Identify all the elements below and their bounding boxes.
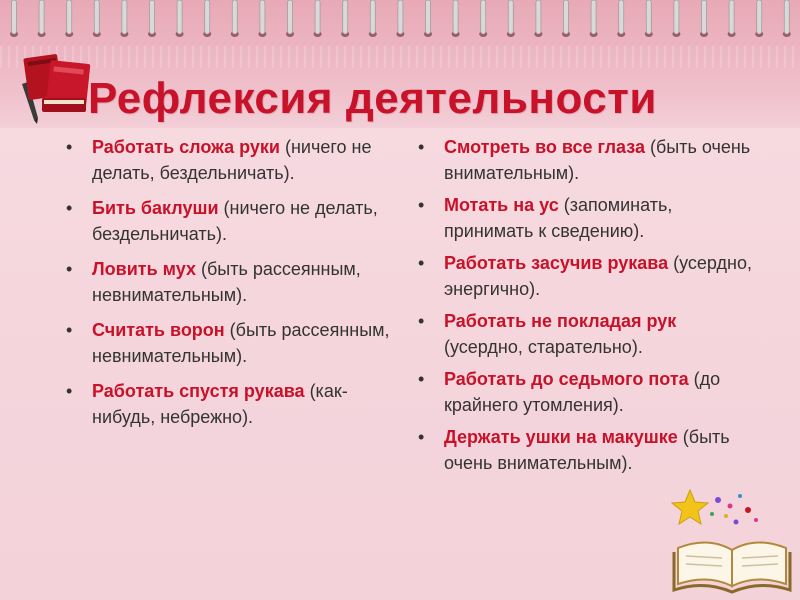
- bullet-icon: •: [66, 259, 73, 279]
- phrase-item: [414, 134, 754, 186]
- bullet-icon: •: [418, 195, 425, 215]
- idiom-phrase: Работать не покладая рук: [444, 311, 677, 331]
- binding-ring: [65, 0, 73, 37]
- binding-ring: [231, 0, 239, 37]
- binding-ring: [369, 0, 377, 37]
- bullet-icon: •: [418, 253, 425, 273]
- bullet-icon: •: [66, 381, 73, 401]
- idiom-meaning: (быть очень внимательным).: [444, 427, 730, 473]
- sparkles: [710, 494, 758, 525]
- binding-ring: [452, 0, 460, 37]
- binding-ring: [10, 0, 18, 37]
- idiom-meaning: (усердно, энергично).: [444, 253, 752, 299]
- idiom-meaning: (как-нибудь, небрежно).: [92, 381, 348, 427]
- idiom-phrase: Бить баклуши: [92, 198, 219, 218]
- idiom-meaning: (запоминать, принимать к сведению).: [444, 195, 673, 241]
- page-title: Рефлексия деятельности: [88, 74, 657, 123]
- phrase-item: [62, 256, 402, 308]
- binding-ring: [534, 0, 542, 37]
- idiom-phrase: Мотать на ус: [444, 195, 559, 215]
- idiom-meaning: (до крайнего утомления).: [444, 369, 721, 415]
- binding-ring: [645, 0, 653, 37]
- binding-ring: [783, 0, 791, 37]
- binding-ring: [258, 0, 266, 37]
- binding-ring: [203, 0, 211, 37]
- binding-ring: [341, 0, 349, 37]
- binding-ring: [120, 0, 128, 37]
- left-phrase-list: [62, 134, 402, 439]
- phrase-item: [414, 250, 754, 302]
- idiom-phrase: Держать ушки на макушке: [444, 427, 678, 447]
- bullet-icon: •: [66, 198, 73, 218]
- binding-ring: [148, 0, 156, 37]
- binding-ring: [672, 0, 680, 37]
- binding-ring: [562, 0, 570, 37]
- phrase-item: [414, 366, 754, 418]
- binding-ring: [755, 0, 763, 37]
- binding-ring: [314, 0, 322, 37]
- binding-ring: [700, 0, 708, 37]
- phrase-item: [414, 192, 754, 244]
- idiom-phrase: Работать спустя рукава: [92, 381, 305, 401]
- idiom-phrase: Работать засучив рукава: [444, 253, 669, 273]
- binding-ring: [479, 0, 487, 37]
- bullet-icon: •: [418, 311, 425, 331]
- open-book-icon: [668, 486, 798, 596]
- binding-ring: [590, 0, 598, 37]
- bullet-icon: •: [66, 137, 73, 157]
- idiom-meaning: (быть рассеянным, невнимательным).: [92, 259, 361, 305]
- idiom-phrase: Работать до седьмого пота: [444, 369, 689, 389]
- idiom-meaning: (ничего не делать, бездельничать).: [92, 198, 378, 244]
- idiom-phrase: Работать сложа руки: [92, 137, 280, 157]
- phrase-item: [414, 424, 754, 476]
- phrase-item: [414, 308, 754, 360]
- right-phrase-list: [414, 134, 754, 482]
- binding-ring: [396, 0, 404, 37]
- binding-ring: [286, 0, 294, 37]
- binding-ring: [38, 0, 46, 37]
- phrase-item: [62, 317, 402, 369]
- phrase-item: [62, 195, 402, 247]
- bullet-icon: •: [418, 137, 425, 157]
- binding-ring: [93, 0, 101, 37]
- header-stripe: [0, 46, 800, 68]
- binding-ring: [176, 0, 184, 37]
- bullet-icon: •: [66, 320, 73, 340]
- binding-ring: [507, 0, 515, 37]
- star-icon: [672, 490, 708, 524]
- bullet-icon: •: [418, 427, 425, 447]
- phrase-item: [62, 378, 402, 430]
- idiom-meaning: (быть очень внимательным).: [444, 137, 751, 183]
- bullet-icon: •: [418, 369, 425, 389]
- idiom-meaning: (усердно, старательно).: [444, 337, 643, 357]
- idiom-meaning: (ничего не делать, бездельничать).: [92, 137, 372, 183]
- binding-ring: [728, 0, 736, 37]
- idiom-phrase: Считать ворон: [92, 320, 225, 340]
- idiom-phrase: Смотреть во все глаза: [444, 137, 645, 157]
- binding-ring: [424, 0, 432, 37]
- idiom-phrase: Ловить мух: [92, 259, 196, 279]
- binding-ring: [617, 0, 625, 37]
- spiral-binding: [0, 0, 800, 44]
- idiom-meaning: (быть рассеянным, невнимательным).: [92, 320, 390, 366]
- phrase-item: [62, 134, 402, 186]
